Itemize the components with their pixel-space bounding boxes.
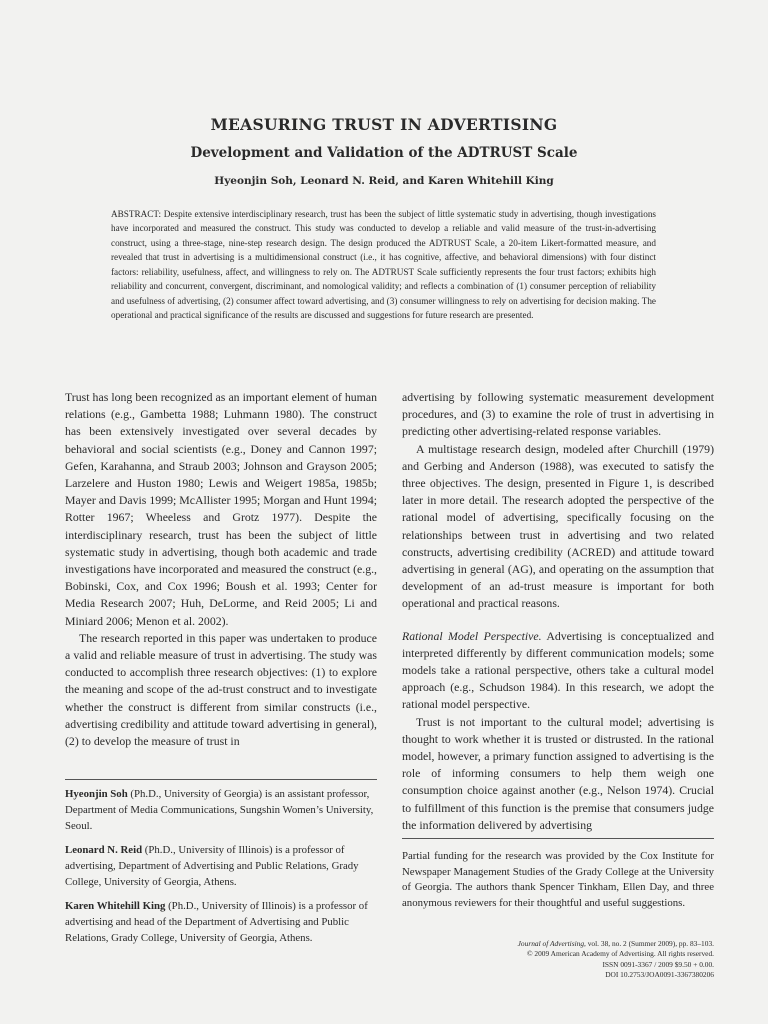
abstract: ABSTRACT: Despite extensive interdisciplinary research, trust has been the subject of little systematic study in advertising, though investigations have incorporated and measured the construct. This study was conducted to develop a reliable and valid measure of the trust-in-advertising construct, using a three-stage, nine-step research design. The design produced the ADTRUST Scale, a 20-item Likert-formatted measure, and revealed that trust in advertising is a multidimensional construct (i.e., it has cognitive, affective, and behavioral dimensions) with four distinct factors: reliability, usefulness, affect, and willingness to rely on. The ADTRUST Scale sufficiently represents the four trust factors; exhibits high reliability and concurrent, convergent, discriminant, and nomological validity; and reflects a combination of (1) consumer perception of reliability and usefulness of advertising, (2) consumer affect toward advertising, and (3) consumer willingness to rely on advertising for decision making. The operational and practical significance of the results are discussed and suggestions for future research are presented.: [111, 209, 656, 321]
bio-text: (Ph.D., University of Illinois) is a professor of advertising, Department of Advertising and Public Relations, Grady College, University of Georgia, Athens.: [65, 844, 359, 888]
doi-line: DOI 10.2753/JOA0091-3367380206: [605, 970, 714, 980]
author-bio: [65, 786, 377, 834]
bio-text: (Ph.D., University of Illinois) is a professor of advertising and head of the Department of Advertising and Public Relations, Grady College, University of Georgia, Athens.: [65, 900, 368, 944]
bio-text: (Ph.D., University of Georgia) is an assistant professor, Department of Media Communications, Sungshin Women’s University, Seoul.: [65, 788, 374, 832]
body-paragraph: The research reported in this paper was undertaken to produce a valid and reliable measure of trust in advertising. The study was conducted to accomplish three research objectives: (1) to explore the meaning and scope of the ad-trust construct and to investigate whether the construct is different from similar constructs (i.e., advertising credibility and attitude toward advertising in general), (2) to develop the measure of trust in: [65, 630, 377, 749]
left-column: [65, 389, 377, 750]
section-paragraph: [402, 628, 714, 714]
author-bio: [65, 842, 377, 890]
bio-name: Hyeonjin Soh: [65, 788, 128, 800]
journal-name: Journal of Advertising,: [517, 939, 586, 948]
footnote-divider: [402, 838, 714, 839]
body-paragraph: Trust has long been recognized as an important element of human relations (e.g., Gambetta 1988; Luhmann 1980). The construct has been extensively investigated over several decades by behavioral and social scientists (e.g., Doney and Cannon 1997; Gefen, Karahanna, and Straub 2003; Johnson and Grayson 2005; Larzelere and Huston 1980; Lewis and Weigert 1985a, 1985b; Mayer and Davis 1999; McAllister 1995; Morgan and Hunt 1994; Rotter 1967; Wheeless and Grotz 1977). Despite the interdisciplinary research, trust has been the subject of little systematic study in advertising, though both academic and trade investigations have incorporated and measured the construct (e.g., Bobinski, Cox, and Cox 1996; Boush et al. 1993; Center for Media Research 2007; Huh, DeLorme, and Reid 2005; Li and Miniard 2006; Menon et al. 2002).: [65, 390, 377, 628]
journal-line: [420, 939, 714, 949]
author-list: Hyeonjin Soh, Leonard N. Reid, and Karen Whitehill King: [214, 175, 554, 187]
article-title: MEASURING TRUST IN ADVERTISING: [210, 115, 558, 134]
citation-block: [420, 939, 714, 981]
article-subtitle: Development and Validation of the ADTRUST Scale: [190, 145, 578, 161]
author-bio: [65, 898, 377, 946]
funding-note: Partial funding for the research was provided by the Cox Institute for Newspaper Management Studies of the Grady College at the University of Georgia. The authors thank Spencer Tinkham, Ellen Day, and three anonymous reviewers for their thoughtful and useful suggestions.: [402, 850, 714, 909]
author-bios: [65, 786, 377, 954]
right-column: [402, 389, 714, 834]
footnote-divider: [65, 779, 377, 780]
copyright-line: © 2009 American Academy of Advertising. All rights reserved.: [526, 949, 714, 959]
bio-name: Karen Whitehill King: [65, 900, 166, 912]
body-paragraph: Trust is not important to the cultural model; advertising is thought to work whether it is trusted or distrusted. In the rational model, however, a primary function assigned to advertising is the role of informing consumers to help them weigh one consumption choice against another (e.g., Nelson 1974). Crucial to fulfillment of this function is the premise that consumers judge the information delivered by advertising: [402, 714, 714, 832]
bio-name: Leonard N. Reid: [65, 844, 143, 856]
body-paragraph: advertising by following systematic measurement development procedures, and (3) to examine the role of trust in advertising in predicting other advertising-related response variables.: [402, 390, 714, 439]
body-paragraph: A multistage research design, modeled after Churchill (1979) and Gerbing and Anderson (1988), was executed to satisfy the three objectives. The design, presented in Figure 1, is described later in more detail. The research adopted the perspective of the rational model of advertising, specifically focusing on the relationships between trust in advertising and two related constructs, advertising credibility (ACRED) and attitude toward advertising in general (AG), and operating on the assumption that development of an ad-trust measure is important for both operational and practical reasons.: [402, 441, 714, 611]
volume-info: vol. 38, no. 2 (Summer 2009), pp. 83–103.: [585, 939, 714, 948]
section-heading: Rational Model Perspective.: [402, 628, 542, 643]
section-text: Advertising is conceptualized and interpreted differently by different communication models; some models take a rational perspective, others take a cultural model approach (e.g., Schudson 1984). In this research, we adopt the rational model perspective.: [402, 628, 714, 712]
issn-line: ISSN 0091-3367 / 2009 $9.50 + 0.00.: [602, 959, 714, 969]
